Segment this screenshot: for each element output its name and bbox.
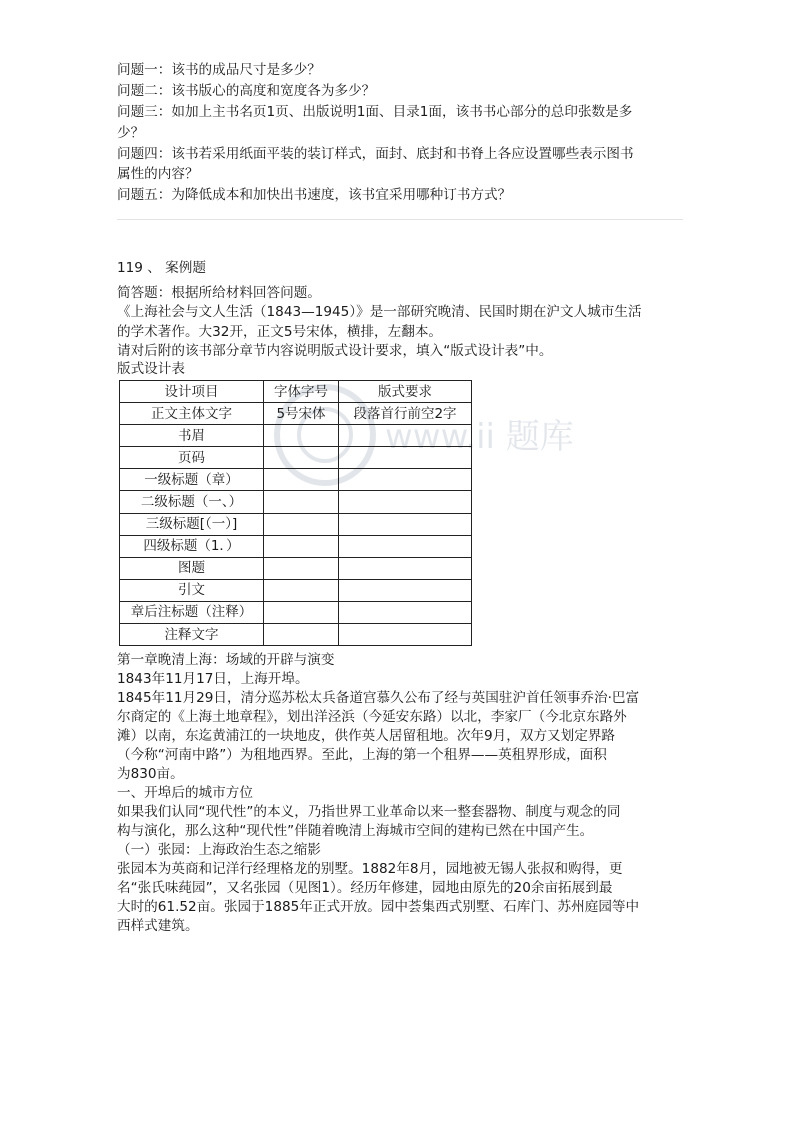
row-requirement xyxy=(339,447,472,469)
chapter-line: 西样式建筑。 xyxy=(117,918,199,934)
header-layout-requirement: 版式要求 xyxy=(339,381,472,403)
case-intro-4: 请对后附的该书部分章节内容说明版式设计要求，填入“版式设计表”中。 xyxy=(117,343,553,359)
row-font xyxy=(264,601,339,623)
table-row xyxy=(120,513,472,535)
chapter-line: 大时的61.52亩。张园于1885年正式开放。园中荟集西式别墅、石库门、苏州庭园等中 xyxy=(117,899,640,915)
row-font xyxy=(264,557,339,579)
row-item: 三级标题[（一）] xyxy=(120,513,264,535)
row-requirement xyxy=(339,624,472,646)
chapter-line: 名“张氏味莼园”，又名张园（见图1）。经历年修建，园地由原先的20余亩拓展到最 xyxy=(117,880,613,896)
chapter-line: 为830亩。 xyxy=(117,766,184,782)
row-font xyxy=(264,579,339,601)
row-font xyxy=(264,469,339,491)
table-row xyxy=(120,447,472,469)
header-design-item: 设计项目 xyxy=(120,381,264,403)
chapter-line: 1843年11月17日，上海开埠。 xyxy=(117,671,309,687)
row-font xyxy=(264,491,339,513)
row-item: 页码 xyxy=(120,447,264,469)
row-requirement xyxy=(339,557,472,579)
row-font xyxy=(264,447,339,469)
table-row xyxy=(120,624,472,646)
row-requirement xyxy=(339,535,472,557)
header-font-size: 字体字号 xyxy=(264,381,339,403)
question-2: 问题二：该书版心的高度和宽度各为多少？ xyxy=(117,83,376,99)
row-font xyxy=(264,425,339,447)
table-row xyxy=(120,535,472,557)
table-row xyxy=(120,403,472,425)
row-item: 正文主体文字 xyxy=(120,403,264,425)
case-intro-1: 简答题：根据所给材料回答问题。 xyxy=(117,285,321,301)
question-1: 问题一：该书的成品尺寸是多少？ xyxy=(117,62,321,78)
row-item: 章后注标题（注释） xyxy=(120,601,264,623)
question-4: 问题四：该书若采用纸面平装的装订样式，面封、底封和书脊上各应设置哪些表示图书 xyxy=(117,146,634,162)
row-requirement xyxy=(339,491,472,513)
row-item: 图题 xyxy=(120,557,264,579)
row-requirement xyxy=(339,469,472,491)
row-item: 四级标题（1．） xyxy=(120,535,264,557)
row-item: 二级标题（一、） xyxy=(120,491,264,513)
section-divider xyxy=(117,219,683,220)
row-item: 注释文字 xyxy=(120,624,264,646)
section-heading: 一、开埠后的城市方位 xyxy=(117,785,253,801)
row-font xyxy=(264,624,339,646)
chapter-line: 滩）以南，东迄黄浦江的一块地皮，供作英人居留租地。次年9月，双方又划定界路 xyxy=(117,728,616,744)
question-3: 问题三：如加上主书名页1页、出版说明1面、目录1面，该书书心部分的总印张数是多 xyxy=(117,104,633,120)
row-requirement xyxy=(339,579,472,601)
row-item: 书眉 xyxy=(120,425,264,447)
table-row xyxy=(120,601,472,623)
subsection-heading: （一）张园：上海政治生态之缩影 xyxy=(117,842,321,858)
row-requirement xyxy=(339,425,472,447)
chapter-line: 构与演化，那么这种“现代性”伴随着晚清上海城市空间的建构已然在中国产生。 xyxy=(117,823,594,839)
case-heading: 119 、 案例题 xyxy=(117,260,206,276)
layout-design-table xyxy=(119,380,472,646)
chapter-title: 第一章晚清上海：场域的开辟与演变 xyxy=(117,652,335,668)
case-intro-3: 的学术著作。大32开，正文5号宋体，横排，左翻本。 xyxy=(117,324,443,340)
row-requirement: 段落首行前空2字 xyxy=(339,403,472,425)
table-row xyxy=(120,579,472,601)
chapter-line: 1845年11月29日，清分巡苏松太兵备道宫慕久公布了经与英国驻沪首任领事乔治·巴富 xyxy=(117,690,640,706)
case-intro-2: 《上海社会与文人生活（1843—1945）》是一部研究晚清、民国时期在沪文人城市生活 xyxy=(117,304,642,320)
row-item: 引文 xyxy=(120,579,264,601)
chapter-line: 尔商定的《上海土地章程》，划出洋泾浜（今延安东路）以北，李家厂（今北京东路外 xyxy=(117,709,627,725)
row-requirement xyxy=(339,601,472,623)
row-font xyxy=(264,513,339,535)
table-row xyxy=(120,469,472,491)
chapter-line: 如果我们认同“现代性”的本义，乃指世界工业革命以来一整套器物、制度与观念的同 xyxy=(117,804,621,820)
question-5: 问题五：为降低成本和加快出书速度，该书宜采用哪种订书方式？ xyxy=(117,187,512,203)
question-4-continued: 属性的内容？ xyxy=(117,166,199,182)
table-header-row xyxy=(120,381,472,403)
question-3-continued: 少？ xyxy=(117,125,145,141)
table-row xyxy=(120,557,472,579)
chapter-line: （今称“河南中路”）为租地西界。至此，上海的第一个租界——英租界形成，面积 xyxy=(117,747,607,763)
row-font: 5号宋体 xyxy=(264,403,339,425)
table-row xyxy=(120,491,472,513)
row-requirement xyxy=(339,513,472,535)
row-item: 一级标题（章） xyxy=(120,469,264,491)
table-caption: 版式设计表 xyxy=(117,361,185,377)
watermark-text: www.ii 题库 xyxy=(385,417,574,457)
table-row xyxy=(120,425,472,447)
chapter-line: 张园本为英商和记洋行经理格龙的别墅。1882年8月，园地被无锡人张叔和购得，更 xyxy=(117,861,623,877)
row-font xyxy=(264,535,339,557)
